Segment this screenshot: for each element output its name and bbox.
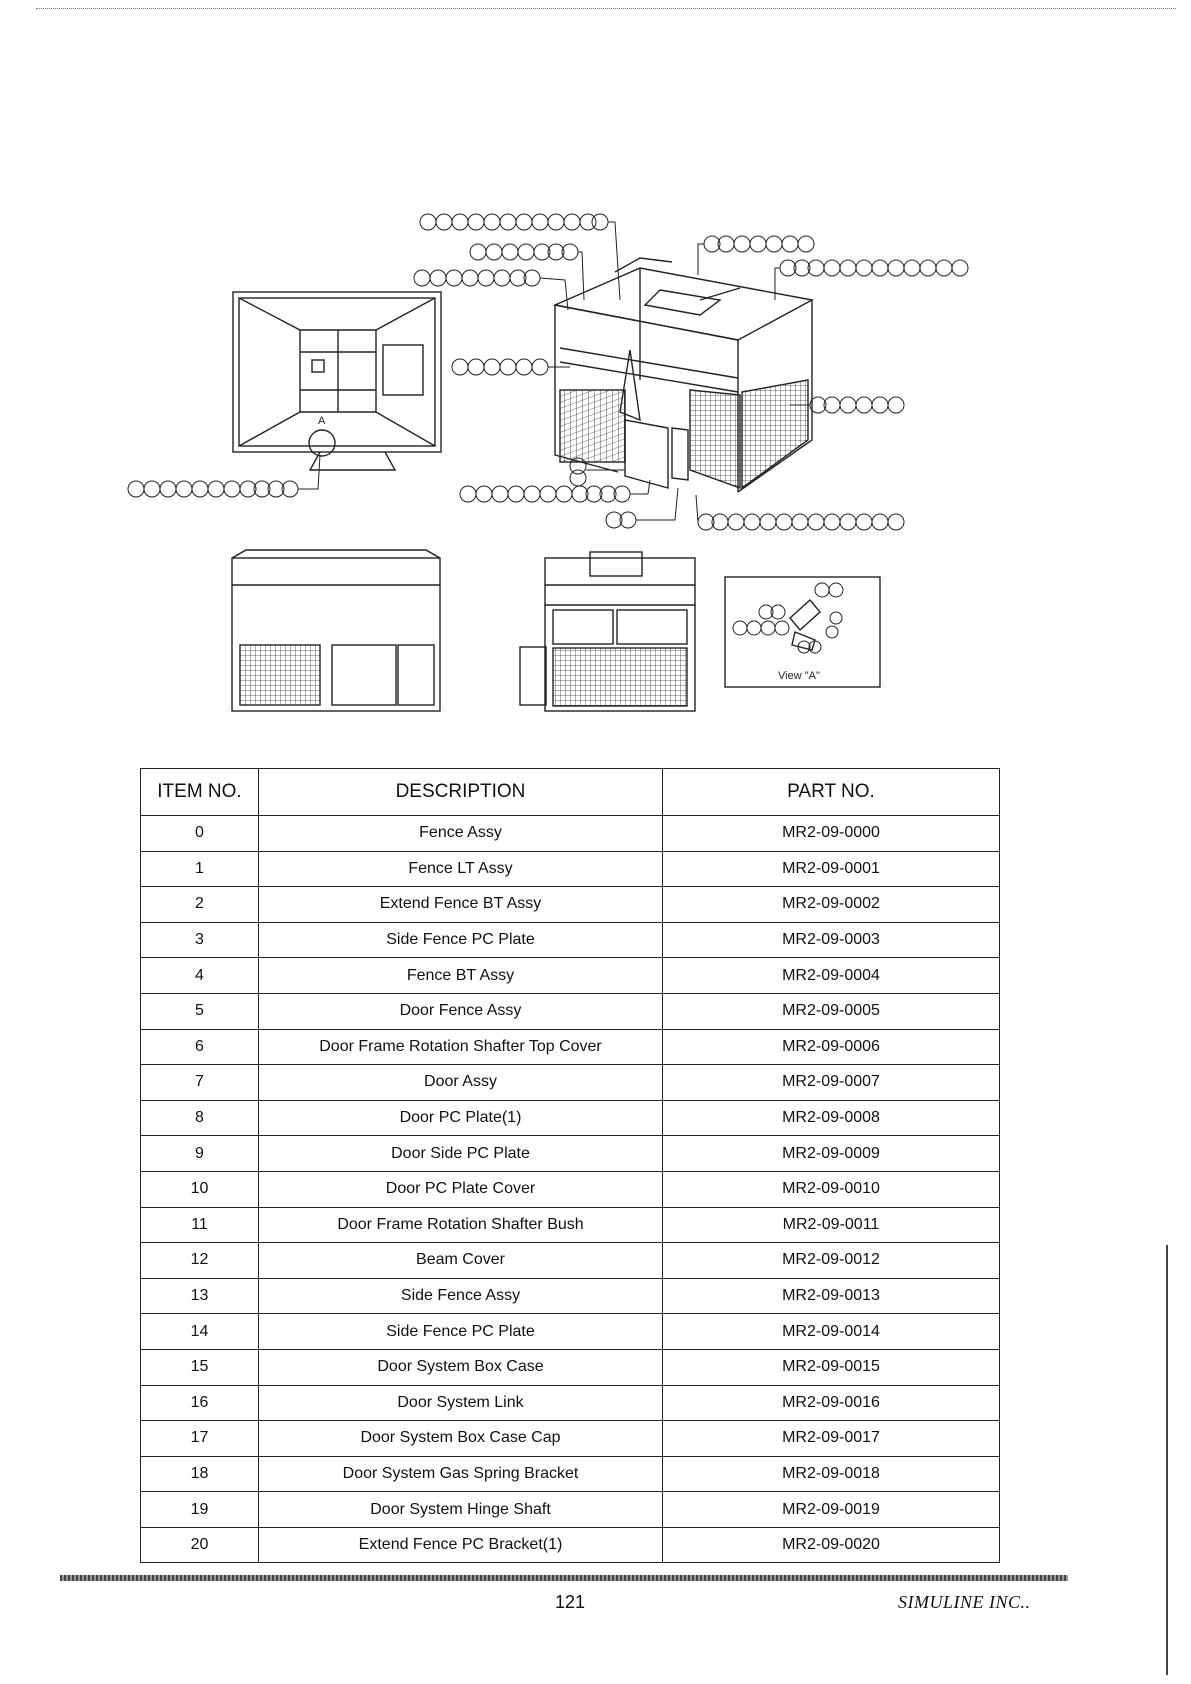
part-no-cell: MR2-09-0013 [663, 1278, 1000, 1314]
description-cell: Door System Gas Spring Bracket [259, 1456, 663, 1492]
description-cell: Side Fence PC Plate [259, 922, 663, 958]
description-cell: Door Side PC Plate [259, 1136, 663, 1172]
part-no-cell: MR2-09-0003 [663, 922, 1000, 958]
item-no-cell: 3 [141, 922, 259, 958]
description-cell: Door System Hinge Shaft [259, 1492, 663, 1528]
callout-group-10 [460, 480, 650, 502]
table-row [141, 1385, 1000, 1421]
table-row [141, 851, 1000, 887]
part-no-cell: MR2-09-0020 [663, 1527, 1000, 1563]
part-no-cell: MR2-09-0018 [663, 1456, 1000, 1492]
header-item-no: ITEM NO. [141, 769, 259, 816]
item-no-cell: 17 [141, 1421, 259, 1457]
table-row [141, 1065, 1000, 1101]
top-view [233, 292, 441, 470]
parts-drawing [0, 0, 1191, 760]
part-no-cell: MR2-09-0005 [663, 993, 1000, 1029]
item-no-cell: 14 [141, 1314, 259, 1350]
description-cell: Door System Box Case Cap [259, 1421, 663, 1457]
table-row [141, 1278, 1000, 1314]
description-cell: Door Frame Rotation Shafter Bush [259, 1207, 663, 1243]
table-row [141, 1029, 1000, 1065]
description-cell: Side Fence Assy [259, 1278, 663, 1314]
side-rule [1166, 1245, 1168, 1675]
table-row [141, 1136, 1000, 1172]
table-row [141, 1100, 1000, 1136]
table-row [141, 816, 1000, 852]
part-no-cell: MR2-09-0002 [663, 887, 1000, 923]
item-no-cell: 2 [141, 887, 259, 923]
description-cell: Extend Fence PC Bracket(1) [259, 1527, 663, 1563]
item-no-cell: 10 [141, 1171, 259, 1207]
table-row [141, 1349, 1000, 1385]
item-no-cell: 4 [141, 958, 259, 994]
part-no-cell: MR2-09-0017 [663, 1421, 1000, 1457]
table-row [141, 958, 1000, 994]
part-no-cell: MR2-09-0007 [663, 1065, 1000, 1101]
part-no-cell: MR2-09-0006 [663, 1029, 1000, 1065]
description-cell: Door PC Plate(1) [259, 1100, 663, 1136]
front-view [232, 550, 440, 711]
page-number: 121 [555, 1592, 586, 1612]
item-no-cell: 9 [141, 1136, 259, 1172]
item-no-cell: 18 [141, 1456, 259, 1492]
table-row [141, 1243, 1000, 1279]
item-no-cell: 5 [141, 993, 259, 1029]
description-cell: Fence Assy [259, 816, 663, 852]
item-no-cell: 11 [141, 1207, 259, 1243]
part-no-cell: MR2-09-0015 [663, 1349, 1000, 1385]
callout-bubbles [128, 214, 968, 530]
view-a-label: View "A" [778, 670, 820, 682]
company-name: SIMULINE INC.. [898, 1592, 1031, 1612]
part-no-cell: MR2-09-0001 [663, 851, 1000, 887]
item-no-cell: 8 [141, 1100, 259, 1136]
parts-table [140, 768, 1000, 1563]
item-no-cell: 7 [141, 1065, 259, 1101]
part-no-cell: MR2-09-0012 [663, 1243, 1000, 1279]
table-row [141, 993, 1000, 1029]
item-no-cell: 16 [141, 1385, 259, 1421]
description-cell: Door PC Plate Cover [259, 1171, 663, 1207]
description-cell: Beam Cover [259, 1243, 663, 1279]
callout-group-5 [775, 260, 968, 300]
header-description: DESCRIPTION [259, 769, 663, 816]
description-cell: Door System Link [259, 1385, 663, 1421]
part-no-cell: MR2-09-0004 [663, 958, 1000, 994]
item-no-cell: 15 [141, 1349, 259, 1385]
footer-rule [60, 1575, 1068, 1581]
header-part-no: PART NO. [663, 769, 1000, 816]
part-no-cell: MR2-09-0016 [663, 1385, 1000, 1421]
table-row [141, 887, 1000, 923]
table-header-row [141, 769, 1000, 816]
callout-group-8 [128, 455, 320, 497]
part-no-cell: MR2-09-0009 [663, 1136, 1000, 1172]
svg-text:A: A [318, 415, 326, 427]
description-cell: Door Assy [259, 1065, 663, 1101]
item-no-cell: 12 [141, 1243, 259, 1279]
table-row [141, 1171, 1000, 1207]
description-cell: Door Frame Rotation Shafter Top Cover [259, 1029, 663, 1065]
description-cell: Door System Box Case [259, 1349, 663, 1385]
item-no-cell: 6 [141, 1029, 259, 1065]
item-no-cell: 19 [141, 1492, 259, 1528]
table-row [141, 1207, 1000, 1243]
description-cell: Fence LT Assy [259, 851, 663, 887]
part-no-cell: MR2-09-0011 [663, 1207, 1000, 1243]
table-row [141, 922, 1000, 958]
description-cell: Side Fence PC Plate [259, 1314, 663, 1350]
table-row [141, 1456, 1000, 1492]
table-row [141, 1314, 1000, 1350]
isometric-view [555, 258, 812, 492]
table-row [141, 1421, 1000, 1457]
callout-group-4 [698, 236, 814, 275]
part-no-cell: MR2-09-0008 [663, 1100, 1000, 1136]
item-no-cell: 13 [141, 1278, 259, 1314]
callout-group-3 [414, 270, 568, 310]
part-no-cell: MR2-09-0000 [663, 816, 1000, 852]
description-cell: Fence BT Assy [259, 958, 663, 994]
side-view [520, 552, 695, 711]
description-cell: Extend Fence BT Assy [259, 887, 663, 923]
table-row [141, 1492, 1000, 1528]
item-no-cell: 1 [141, 851, 259, 887]
item-no-cell: 20 [141, 1527, 259, 1563]
part-no-cell: MR2-09-0014 [663, 1314, 1000, 1350]
part-no-cell: MR2-09-0010 [663, 1171, 1000, 1207]
callout-group-12 [696, 495, 904, 530]
item-no-cell: 0 [141, 816, 259, 852]
part-no-cell: MR2-09-0019 [663, 1492, 1000, 1528]
description-cell: Door Fence Assy [259, 993, 663, 1029]
callout-group-6 [452, 359, 570, 375]
table-row [141, 1527, 1000, 1563]
